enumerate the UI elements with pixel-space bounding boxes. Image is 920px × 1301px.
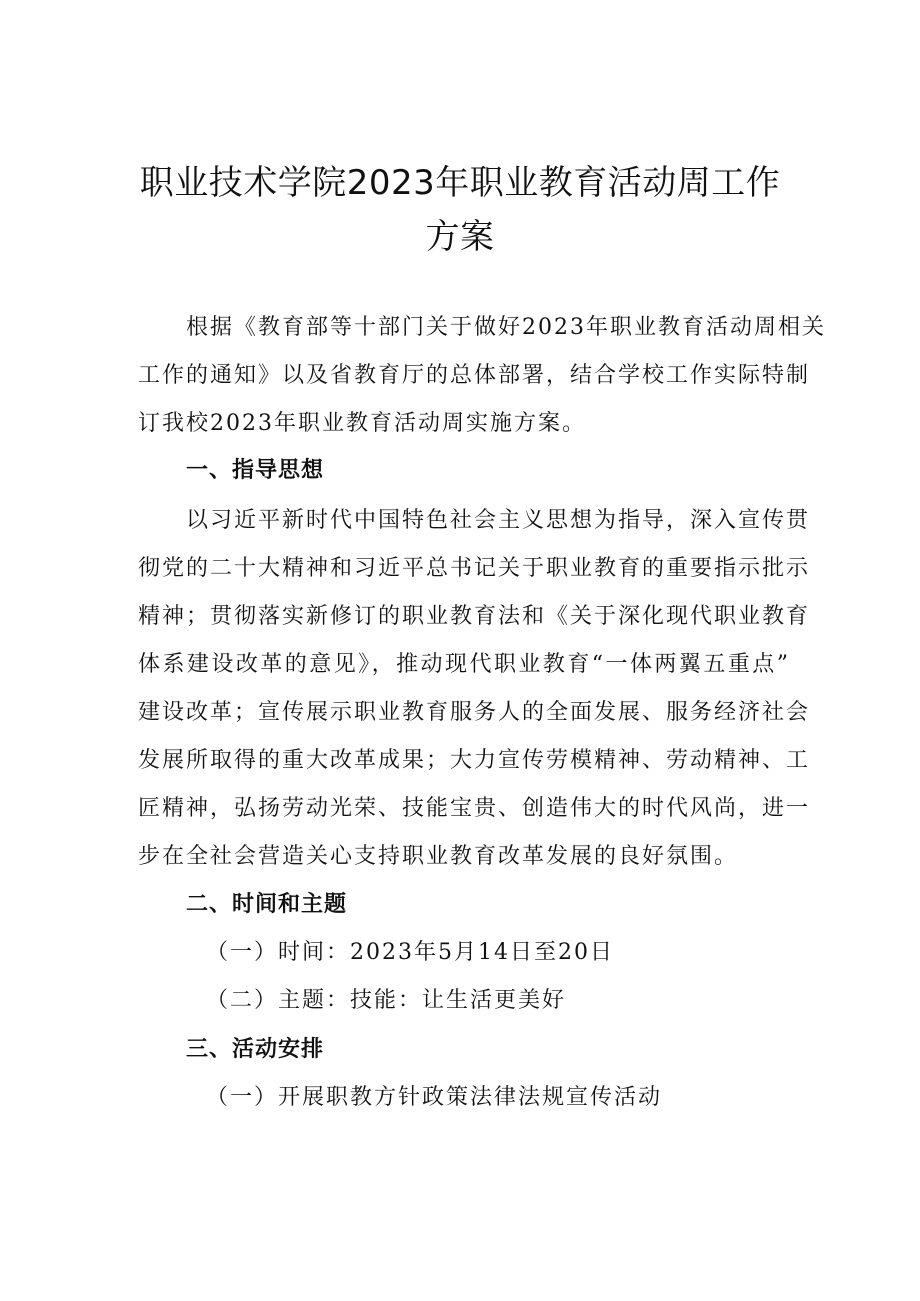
section1-line-4: 体系建设改革的意见》，推动现代职业教育“一体两翼五重点” <box>138 652 790 677</box>
section3-heading: 三、活动安排 <box>186 1037 325 1062</box>
section3-item-1: （一）开展职教方针政策法律法规宣传活动 <box>206 1085 663 1110</box>
intro-line-3: 订我校2023年职业教育活动周实施方案。 <box>138 411 586 436</box>
intro-line-1: 根据《教育部等十部门关于做好2023年职业教育活动周相关 <box>186 315 826 340</box>
section2-time: （一）时间：2023年5月14日至20日 <box>206 940 614 965</box>
section2-heading: 二、时间和主题 <box>186 892 348 917</box>
section1-line-6: 发展所取得的重大改革成果；大力宣传劳模精神、劳动精神、工 <box>138 748 811 773</box>
section1-line-8: 步在全社会营造关心支持职业教育改革发展的良好氛围。 <box>138 844 739 869</box>
document-title-line1: 职业技术学院2023年职业教育活动周工作 <box>139 163 781 203</box>
section1-line-1: 以习近平新时代中国特色社会主义思想为指导，深入宣传贯 <box>186 508 811 533</box>
section1-line-7: 匠精神，弘扬劳动光荣、技能宝贵、创造伟大的时代风尚，进一 <box>138 796 811 821</box>
intro-line-2: 工作的通知》以及省教育厅的总体部署，结合学校工作实际特制 <box>138 363 811 388</box>
section1-line-5: 建设改革；宣传展示职业教育服务人的全面发展、服务经济社会 <box>138 700 811 725</box>
document-title-line2: 方案 <box>425 217 495 257</box>
section1-line-2: 彻党的二十大精神和习近平总书记关于职业教育的重要指示批示 <box>138 556 811 581</box>
section1-heading: 一、指导思想 <box>186 458 325 483</box>
section1-line-3: 精神；贯彻落实新修订的职业教育法和《关于深化现代职业教育 <box>138 604 811 629</box>
section2-theme: （二）主题：技能：让生活更美好 <box>206 988 567 1013</box>
